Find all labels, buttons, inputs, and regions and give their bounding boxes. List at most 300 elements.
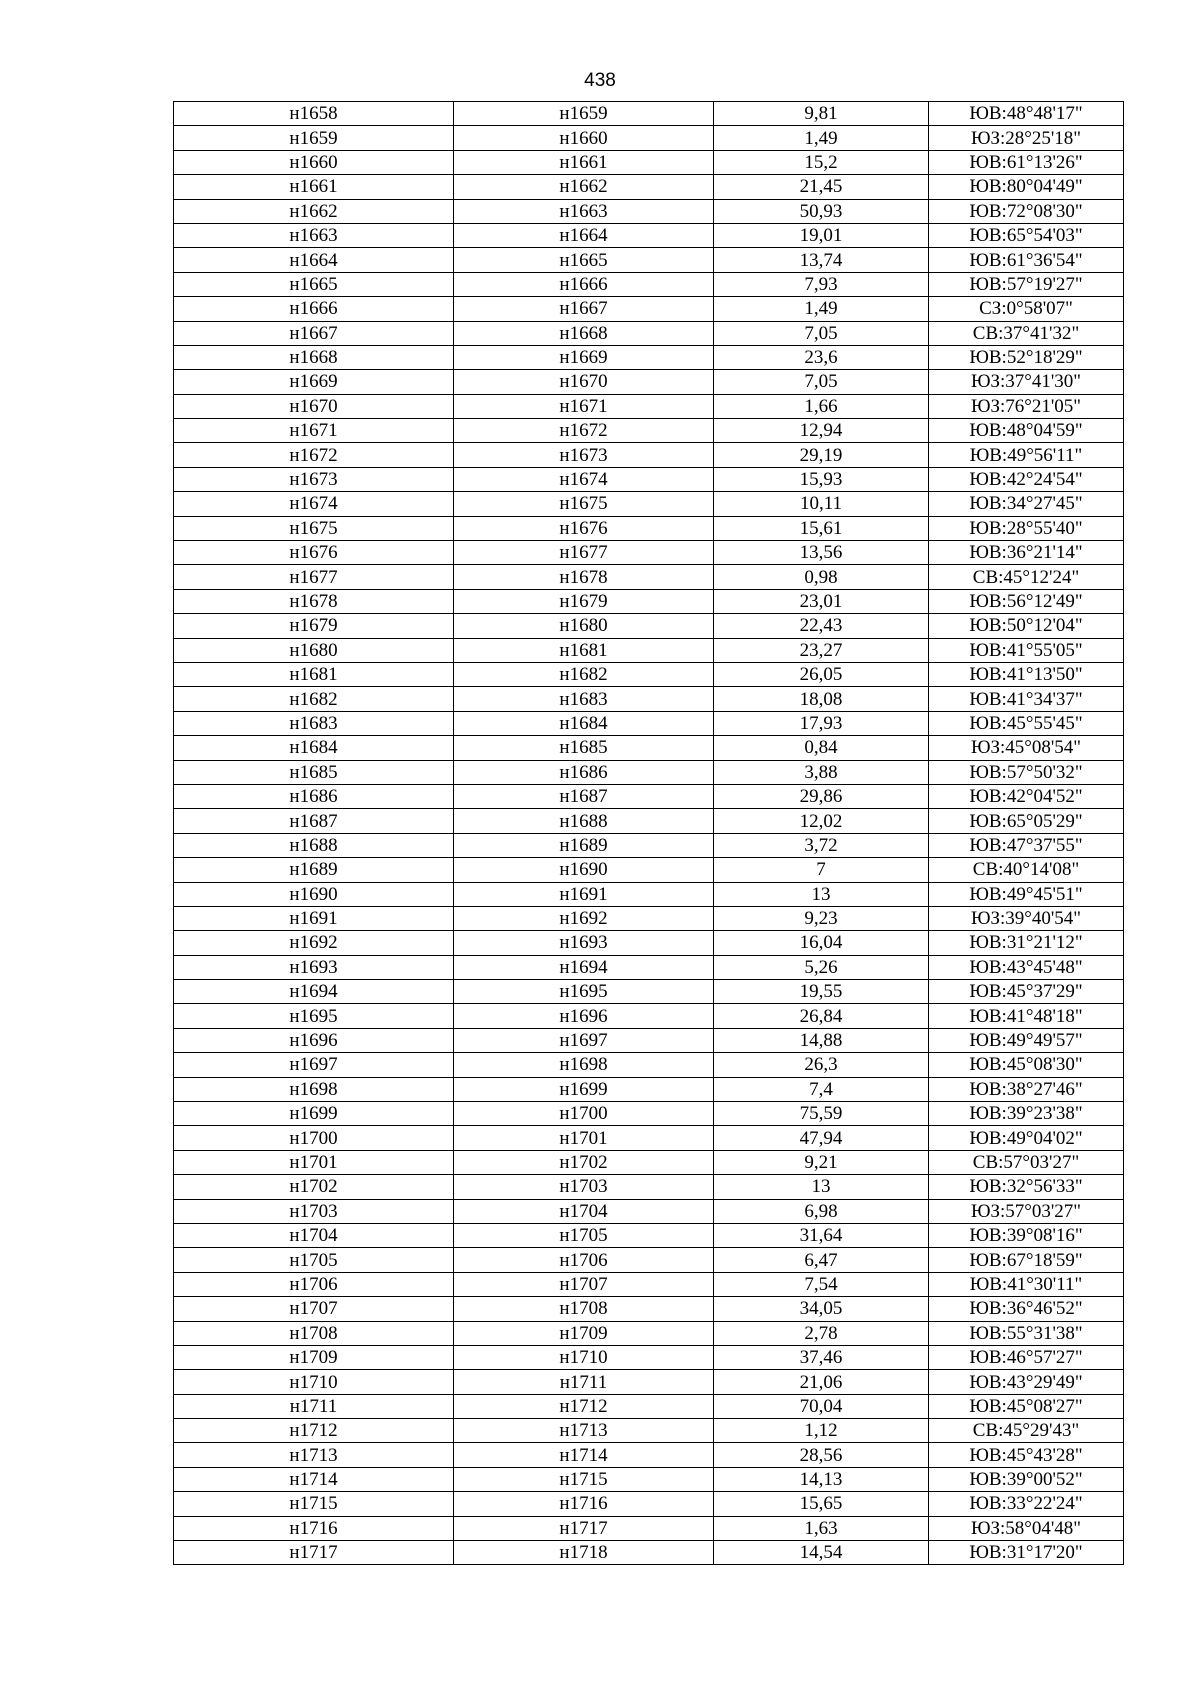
to-point-cell: н1676 <box>454 516 714 540</box>
from-point-cell: н1661 <box>174 175 454 199</box>
table-row <box>174 272 1124 296</box>
bearing-cell: СЗ:0°58'07" <box>929 297 1124 321</box>
bearing-cell: ЮВ:43°29'49" <box>929 1370 1124 1394</box>
table-row <box>174 1394 1124 1418</box>
to-point-cell: н1708 <box>454 1297 714 1321</box>
from-point-cell: н1666 <box>174 297 454 321</box>
to-point-cell: н1702 <box>454 1150 714 1174</box>
bearing-cell: ЮВ:43°45'48" <box>929 955 1124 979</box>
from-point-cell: н1675 <box>174 516 454 540</box>
table-row <box>174 1467 1124 1491</box>
table-row <box>174 443 1124 467</box>
table-row <box>174 1345 1124 1369</box>
to-point-cell: н1677 <box>454 541 714 565</box>
bearing-cell: ЮВ:48°04'59" <box>929 419 1124 443</box>
from-point-cell: н1703 <box>174 1199 454 1223</box>
table-row <box>174 102 1124 126</box>
to-point-cell: н1700 <box>454 1102 714 1126</box>
bearing-cell: ЮВ:41°30'11" <box>929 1272 1124 1296</box>
table-row <box>174 1004 1124 1028</box>
from-point-cell: н1668 <box>174 345 454 369</box>
bearing-cell: ЮВ:57°19'27" <box>929 272 1124 296</box>
to-point-cell: н1675 <box>454 492 714 516</box>
distance-cell: 7,93 <box>714 272 929 296</box>
table-row <box>174 370 1124 394</box>
table-row <box>174 955 1124 979</box>
distance-cell: 9,81 <box>714 102 929 126</box>
from-point-cell: н1671 <box>174 419 454 443</box>
from-point-cell: н1684 <box>174 736 454 760</box>
from-point-cell: н1678 <box>174 589 454 613</box>
from-point-cell: н1697 <box>174 1053 454 1077</box>
distance-cell: 7,05 <box>714 321 929 345</box>
to-point-cell: н1659 <box>454 102 714 126</box>
table-row <box>174 248 1124 272</box>
bearing-cell: СВ:57°03'27" <box>929 1150 1124 1174</box>
from-point-cell: н1700 <box>174 1126 454 1150</box>
distance-cell: 21,06 <box>714 1370 929 1394</box>
bearing-cell: ЮВ:41°13'50" <box>929 662 1124 686</box>
from-point-cell: н1683 <box>174 711 454 735</box>
bearing-cell: ЮВ:45°37'29" <box>929 980 1124 1004</box>
to-point-cell: н1667 <box>454 297 714 321</box>
to-point-cell: н1670 <box>454 370 714 394</box>
distance-cell: 2,78 <box>714 1321 929 1345</box>
distance-cell: 6,98 <box>714 1199 929 1223</box>
distance-cell: 16,04 <box>714 931 929 955</box>
coordinates-table-body <box>174 102 1124 1565</box>
table-row <box>174 809 1124 833</box>
bearing-cell: ЮЗ:58°04'48" <box>929 1516 1124 1540</box>
from-point-cell: н1707 <box>174 1297 454 1321</box>
from-point-cell: н1702 <box>174 1175 454 1199</box>
distance-cell: 9,23 <box>714 906 929 930</box>
bearing-cell: ЮВ:47°37'55" <box>929 833 1124 857</box>
table-row <box>174 345 1124 369</box>
table-row <box>174 1199 1124 1223</box>
from-point-cell: н1710 <box>174 1370 454 1394</box>
to-point-cell: н1680 <box>454 614 714 638</box>
table-row <box>174 1443 1124 1467</box>
bearing-cell: ЮВ:45°55'45" <box>929 711 1124 735</box>
from-point-cell: н1674 <box>174 492 454 516</box>
bearing-cell: ЮВ:57°50'32" <box>929 760 1124 784</box>
table-row <box>174 1150 1124 1174</box>
to-point-cell: н1716 <box>454 1492 714 1516</box>
bearing-cell: ЮВ:42°24'54" <box>929 467 1124 491</box>
bearing-cell: ЮВ:41°48'18" <box>929 1004 1124 1028</box>
distance-cell: 5,26 <box>714 955 929 979</box>
to-point-cell: н1692 <box>454 906 714 930</box>
to-point-cell: н1682 <box>454 662 714 686</box>
bearing-cell: ЮВ:45°08'27" <box>929 1394 1124 1418</box>
to-point-cell: н1668 <box>454 321 714 345</box>
to-point-cell: н1664 <box>454 223 714 247</box>
to-point-cell: н1705 <box>454 1223 714 1247</box>
to-point-cell: н1674 <box>454 467 714 491</box>
table-row <box>174 1175 1124 1199</box>
distance-cell: 50,93 <box>714 199 929 223</box>
to-point-cell: н1711 <box>454 1370 714 1394</box>
table-row <box>174 467 1124 491</box>
to-point-cell: н1683 <box>454 687 714 711</box>
from-point-cell: н1676 <box>174 541 454 565</box>
from-point-cell: н1716 <box>174 1516 454 1540</box>
table-row <box>174 175 1124 199</box>
table-row <box>174 223 1124 247</box>
to-point-cell: н1706 <box>454 1248 714 1272</box>
table-row <box>174 1102 1124 1126</box>
to-point-cell: н1686 <box>454 760 714 784</box>
distance-cell: 75,59 <box>714 1102 929 1126</box>
table-row <box>174 1321 1124 1345</box>
distance-cell: 28,56 <box>714 1443 929 1467</box>
table-row <box>174 419 1124 443</box>
to-point-cell: н1666 <box>454 272 714 296</box>
from-point-cell: н1704 <box>174 1223 454 1247</box>
distance-cell: 23,6 <box>714 345 929 369</box>
distance-cell: 9,21 <box>714 1150 929 1174</box>
bearing-cell: СВ:40°14'08" <box>929 858 1124 882</box>
bearing-cell: СВ:45°12'24" <box>929 565 1124 589</box>
to-point-cell: н1697 <box>454 1028 714 1052</box>
table-row <box>174 126 1124 150</box>
table-row <box>174 882 1124 906</box>
table-row <box>174 1248 1124 1272</box>
bearing-cell: ЮВ:72°08'30" <box>929 199 1124 223</box>
distance-cell: 70,04 <box>714 1394 929 1418</box>
from-point-cell: н1687 <box>174 809 454 833</box>
from-point-cell: н1662 <box>174 199 454 223</box>
to-point-cell: н1710 <box>454 1345 714 1369</box>
to-point-cell: н1707 <box>454 1272 714 1296</box>
from-point-cell: н1673 <box>174 467 454 491</box>
bearing-cell: ЮВ:45°43'28" <box>929 1443 1124 1467</box>
to-point-cell: н1701 <box>454 1126 714 1150</box>
to-point-cell: н1704 <box>454 1199 714 1223</box>
from-point-cell: н1696 <box>174 1028 454 1052</box>
from-point-cell: н1713 <box>174 1443 454 1467</box>
table-row <box>174 1370 1124 1394</box>
distance-cell: 31,64 <box>714 1223 929 1247</box>
distance-cell: 1,49 <box>714 297 929 321</box>
bearing-cell: ЮВ:49°56'11" <box>929 443 1124 467</box>
distance-cell: 3,72 <box>714 833 929 857</box>
distance-cell: 13 <box>714 882 929 906</box>
distance-cell: 15,61 <box>714 516 929 540</box>
to-point-cell: н1660 <box>454 126 714 150</box>
distance-cell: 1,49 <box>714 126 929 150</box>
to-point-cell: н1699 <box>454 1077 714 1101</box>
bearing-cell: ЮВ:61°13'26" <box>929 150 1124 174</box>
distance-cell: 7,4 <box>714 1077 929 1101</box>
from-point-cell: н1686 <box>174 784 454 808</box>
to-point-cell: н1678 <box>454 565 714 589</box>
distance-cell: 23,27 <box>714 638 929 662</box>
from-point-cell: н1717 <box>174 1541 454 1565</box>
bearing-cell: ЮВ:34°27'45" <box>929 492 1124 516</box>
to-point-cell: н1690 <box>454 858 714 882</box>
page-number: 438 <box>584 70 616 91</box>
from-point-cell: н1699 <box>174 1102 454 1126</box>
from-point-cell: н1677 <box>174 565 454 589</box>
distance-cell: 26,3 <box>714 1053 929 1077</box>
to-point-cell: н1715 <box>454 1467 714 1491</box>
to-point-cell: н1685 <box>454 736 714 760</box>
table-row <box>174 687 1124 711</box>
distance-cell: 37,46 <box>714 1345 929 1369</box>
distance-cell: 12,94 <box>714 419 929 443</box>
table-row <box>174 931 1124 955</box>
bearing-cell: ЮВ:39°08'16" <box>929 1223 1124 1247</box>
bearing-cell: ЮВ:61°36'54" <box>929 248 1124 272</box>
to-point-cell: н1663 <box>454 199 714 223</box>
table-row <box>174 833 1124 857</box>
table-row <box>174 589 1124 613</box>
from-point-cell: н1672 <box>174 443 454 467</box>
distance-cell: 1,66 <box>714 394 929 418</box>
table-row <box>174 711 1124 735</box>
distance-cell: 12,02 <box>714 809 929 833</box>
distance-cell: 3,88 <box>714 760 929 784</box>
from-point-cell: н1706 <box>174 1272 454 1296</box>
from-point-cell: н1714 <box>174 1467 454 1491</box>
distance-cell: 26,05 <box>714 662 929 686</box>
bearing-cell: ЮВ:31°17'20" <box>929 1541 1124 1565</box>
to-point-cell: н1669 <box>454 345 714 369</box>
distance-cell: 23,01 <box>714 589 929 613</box>
bearing-cell: ЮВ:39°00'52" <box>929 1467 1124 1491</box>
distance-cell: 15,2 <box>714 150 929 174</box>
from-point-cell: н1698 <box>174 1077 454 1101</box>
table-row <box>174 1223 1124 1247</box>
bearing-cell: ЮВ:38°27'46" <box>929 1077 1124 1101</box>
table-row <box>174 492 1124 516</box>
from-point-cell: н1681 <box>174 662 454 686</box>
to-point-cell: н1684 <box>454 711 714 735</box>
bearing-cell: ЮВ:55°31'38" <box>929 1321 1124 1345</box>
distance-cell: 0,98 <box>714 565 929 589</box>
distance-cell: 29,86 <box>714 784 929 808</box>
distance-cell: 7,54 <box>714 1272 929 1296</box>
from-point-cell: н1670 <box>174 394 454 418</box>
table-row <box>174 906 1124 930</box>
to-point-cell: н1673 <box>454 443 714 467</box>
to-point-cell: н1695 <box>454 980 714 1004</box>
table-row <box>174 394 1124 418</box>
from-point-cell: н1688 <box>174 833 454 857</box>
bearing-cell: ЮВ:31°21'12" <box>929 931 1124 955</box>
table-row <box>174 1126 1124 1150</box>
table-row <box>174 1028 1124 1052</box>
from-point-cell: н1693 <box>174 955 454 979</box>
distance-cell: 21,45 <box>714 175 929 199</box>
bearing-cell: ЮВ:49°04'02" <box>929 1126 1124 1150</box>
from-point-cell: н1658 <box>174 102 454 126</box>
to-point-cell: н1679 <box>454 589 714 613</box>
bearing-cell: СВ:45°29'43" <box>929 1419 1124 1443</box>
to-point-cell: н1662 <box>454 175 714 199</box>
bearing-cell: ЮЗ:76°21'05" <box>929 394 1124 418</box>
coordinates-table <box>173 101 1124 1565</box>
table-row <box>174 1419 1124 1443</box>
from-point-cell: н1705 <box>174 1248 454 1272</box>
bearing-cell: ЮВ:56°12'49" <box>929 589 1124 613</box>
from-point-cell: н1660 <box>174 150 454 174</box>
table-row <box>174 297 1124 321</box>
bearing-cell: ЮЗ:39°40'54" <box>929 906 1124 930</box>
table-row <box>174 1492 1124 1516</box>
bearing-cell: ЮВ:80°04'49" <box>929 175 1124 199</box>
table-row <box>174 1077 1124 1101</box>
from-point-cell: н1715 <box>174 1492 454 1516</box>
bearing-cell: ЮВ:33°22'24" <box>929 1492 1124 1516</box>
bearing-cell: СВ:37°41'32" <box>929 321 1124 345</box>
from-point-cell: н1663 <box>174 223 454 247</box>
bearing-cell: ЮВ:48°48'17" <box>929 102 1124 126</box>
from-point-cell: н1682 <box>174 687 454 711</box>
bearing-cell: ЮВ:36°46'52" <box>929 1297 1124 1321</box>
distance-cell: 7 <box>714 858 929 882</box>
distance-cell: 47,94 <box>714 1126 929 1150</box>
distance-cell: 15,65 <box>714 1492 929 1516</box>
to-point-cell: н1718 <box>454 1541 714 1565</box>
bearing-cell: ЮВ:42°04'52" <box>929 784 1124 808</box>
table-row <box>174 662 1124 686</box>
distance-cell: 19,01 <box>714 223 929 247</box>
to-point-cell: н1688 <box>454 809 714 833</box>
distance-cell: 7,05 <box>714 370 929 394</box>
distance-cell: 22,43 <box>714 614 929 638</box>
to-point-cell: н1717 <box>454 1516 714 1540</box>
from-point-cell: н1709 <box>174 1345 454 1369</box>
table-row <box>174 321 1124 345</box>
from-point-cell: н1701 <box>174 1150 454 1174</box>
to-point-cell: н1671 <box>454 394 714 418</box>
bearing-cell: ЮВ:50°12'04" <box>929 614 1124 638</box>
to-point-cell: н1696 <box>454 1004 714 1028</box>
bearing-cell: ЮВ:67°18'59" <box>929 1248 1124 1272</box>
table-row <box>174 760 1124 784</box>
bearing-cell: ЮВ:65°54'03" <box>929 223 1124 247</box>
to-point-cell: н1691 <box>454 882 714 906</box>
from-point-cell: н1712 <box>174 1419 454 1443</box>
bearing-cell: ЮВ:65°05'29" <box>929 809 1124 833</box>
from-point-cell: н1667 <box>174 321 454 345</box>
bearing-cell: ЮВ:49°49'57" <box>929 1028 1124 1052</box>
from-point-cell: н1694 <box>174 980 454 1004</box>
distance-cell: 15,93 <box>714 467 929 491</box>
distance-cell: 1,63 <box>714 1516 929 1540</box>
to-point-cell: н1713 <box>454 1419 714 1443</box>
from-point-cell: н1680 <box>174 638 454 662</box>
table-row <box>174 541 1124 565</box>
distance-cell: 34,05 <box>714 1297 929 1321</box>
distance-cell: 17,93 <box>714 711 929 735</box>
from-point-cell: н1691 <box>174 906 454 930</box>
from-point-cell: н1689 <box>174 858 454 882</box>
table-row <box>174 199 1124 223</box>
distance-cell: 18,08 <box>714 687 929 711</box>
from-point-cell: н1679 <box>174 614 454 638</box>
bearing-cell: ЮВ:46°57'27" <box>929 1345 1124 1369</box>
distance-cell: 13,56 <box>714 541 929 565</box>
bearing-cell: ЮВ:52°18'29" <box>929 345 1124 369</box>
table-row <box>174 614 1124 638</box>
distance-cell: 29,19 <box>714 443 929 467</box>
table-row <box>174 565 1124 589</box>
to-point-cell: н1712 <box>454 1394 714 1418</box>
bearing-cell: ЮЗ:45°08'54" <box>929 736 1124 760</box>
bearing-cell: ЮВ:32°56'33" <box>929 1175 1124 1199</box>
table-row <box>174 1297 1124 1321</box>
from-point-cell: н1695 <box>174 1004 454 1028</box>
table-row <box>174 638 1124 662</box>
from-point-cell: н1685 <box>174 760 454 784</box>
bearing-cell: ЮВ:28°55'40" <box>929 516 1124 540</box>
to-point-cell: н1698 <box>454 1053 714 1077</box>
table-row <box>174 516 1124 540</box>
bearing-cell: ЮВ:41°55'05" <box>929 638 1124 662</box>
bearing-cell: ЮЗ:37°41'30" <box>929 370 1124 394</box>
from-point-cell: н1692 <box>174 931 454 955</box>
to-point-cell: н1703 <box>454 1175 714 1199</box>
to-point-cell: н1689 <box>454 833 714 857</box>
table-row <box>174 1272 1124 1296</box>
table-row <box>174 736 1124 760</box>
table-row <box>174 150 1124 174</box>
from-point-cell: н1665 <box>174 272 454 296</box>
table-row <box>174 1053 1124 1077</box>
from-point-cell: н1690 <box>174 882 454 906</box>
to-point-cell: н1681 <box>454 638 714 662</box>
bearing-cell: ЮВ:39°23'38" <box>929 1102 1124 1126</box>
to-point-cell: н1661 <box>454 150 714 174</box>
from-point-cell: н1664 <box>174 248 454 272</box>
bearing-cell: ЮВ:49°45'51" <box>929 882 1124 906</box>
table-row <box>174 1516 1124 1540</box>
bearing-cell: ЮЗ:28°25'18" <box>929 126 1124 150</box>
from-point-cell: н1711 <box>174 1394 454 1418</box>
distance-cell: 26,84 <box>714 1004 929 1028</box>
table-row <box>174 784 1124 808</box>
distance-cell: 14,13 <box>714 1467 929 1491</box>
to-point-cell: н1672 <box>454 419 714 443</box>
from-point-cell: н1659 <box>174 126 454 150</box>
distance-cell: 14,88 <box>714 1028 929 1052</box>
table-row <box>174 858 1124 882</box>
to-point-cell: н1665 <box>454 248 714 272</box>
to-point-cell: н1694 <box>454 955 714 979</box>
to-point-cell: н1709 <box>454 1321 714 1345</box>
table-row <box>174 1541 1124 1565</box>
to-point-cell: н1687 <box>454 784 714 808</box>
distance-cell: 13 <box>714 1175 929 1199</box>
from-point-cell: н1708 <box>174 1321 454 1345</box>
to-point-cell: н1693 <box>454 931 714 955</box>
from-point-cell: н1669 <box>174 370 454 394</box>
table-row <box>174 980 1124 1004</box>
to-point-cell: н1714 <box>454 1443 714 1467</box>
distance-cell: 0,84 <box>714 736 929 760</box>
distance-cell: 13,74 <box>714 248 929 272</box>
distance-cell: 19,55 <box>714 980 929 1004</box>
bearing-cell: ЮВ:36°21'14" <box>929 541 1124 565</box>
bearing-cell: ЮЗ:57°03'27" <box>929 1199 1124 1223</box>
distance-cell: 10,11 <box>714 492 929 516</box>
distance-cell: 6,47 <box>714 1248 929 1272</box>
bearing-cell: ЮВ:41°34'37" <box>929 687 1124 711</box>
